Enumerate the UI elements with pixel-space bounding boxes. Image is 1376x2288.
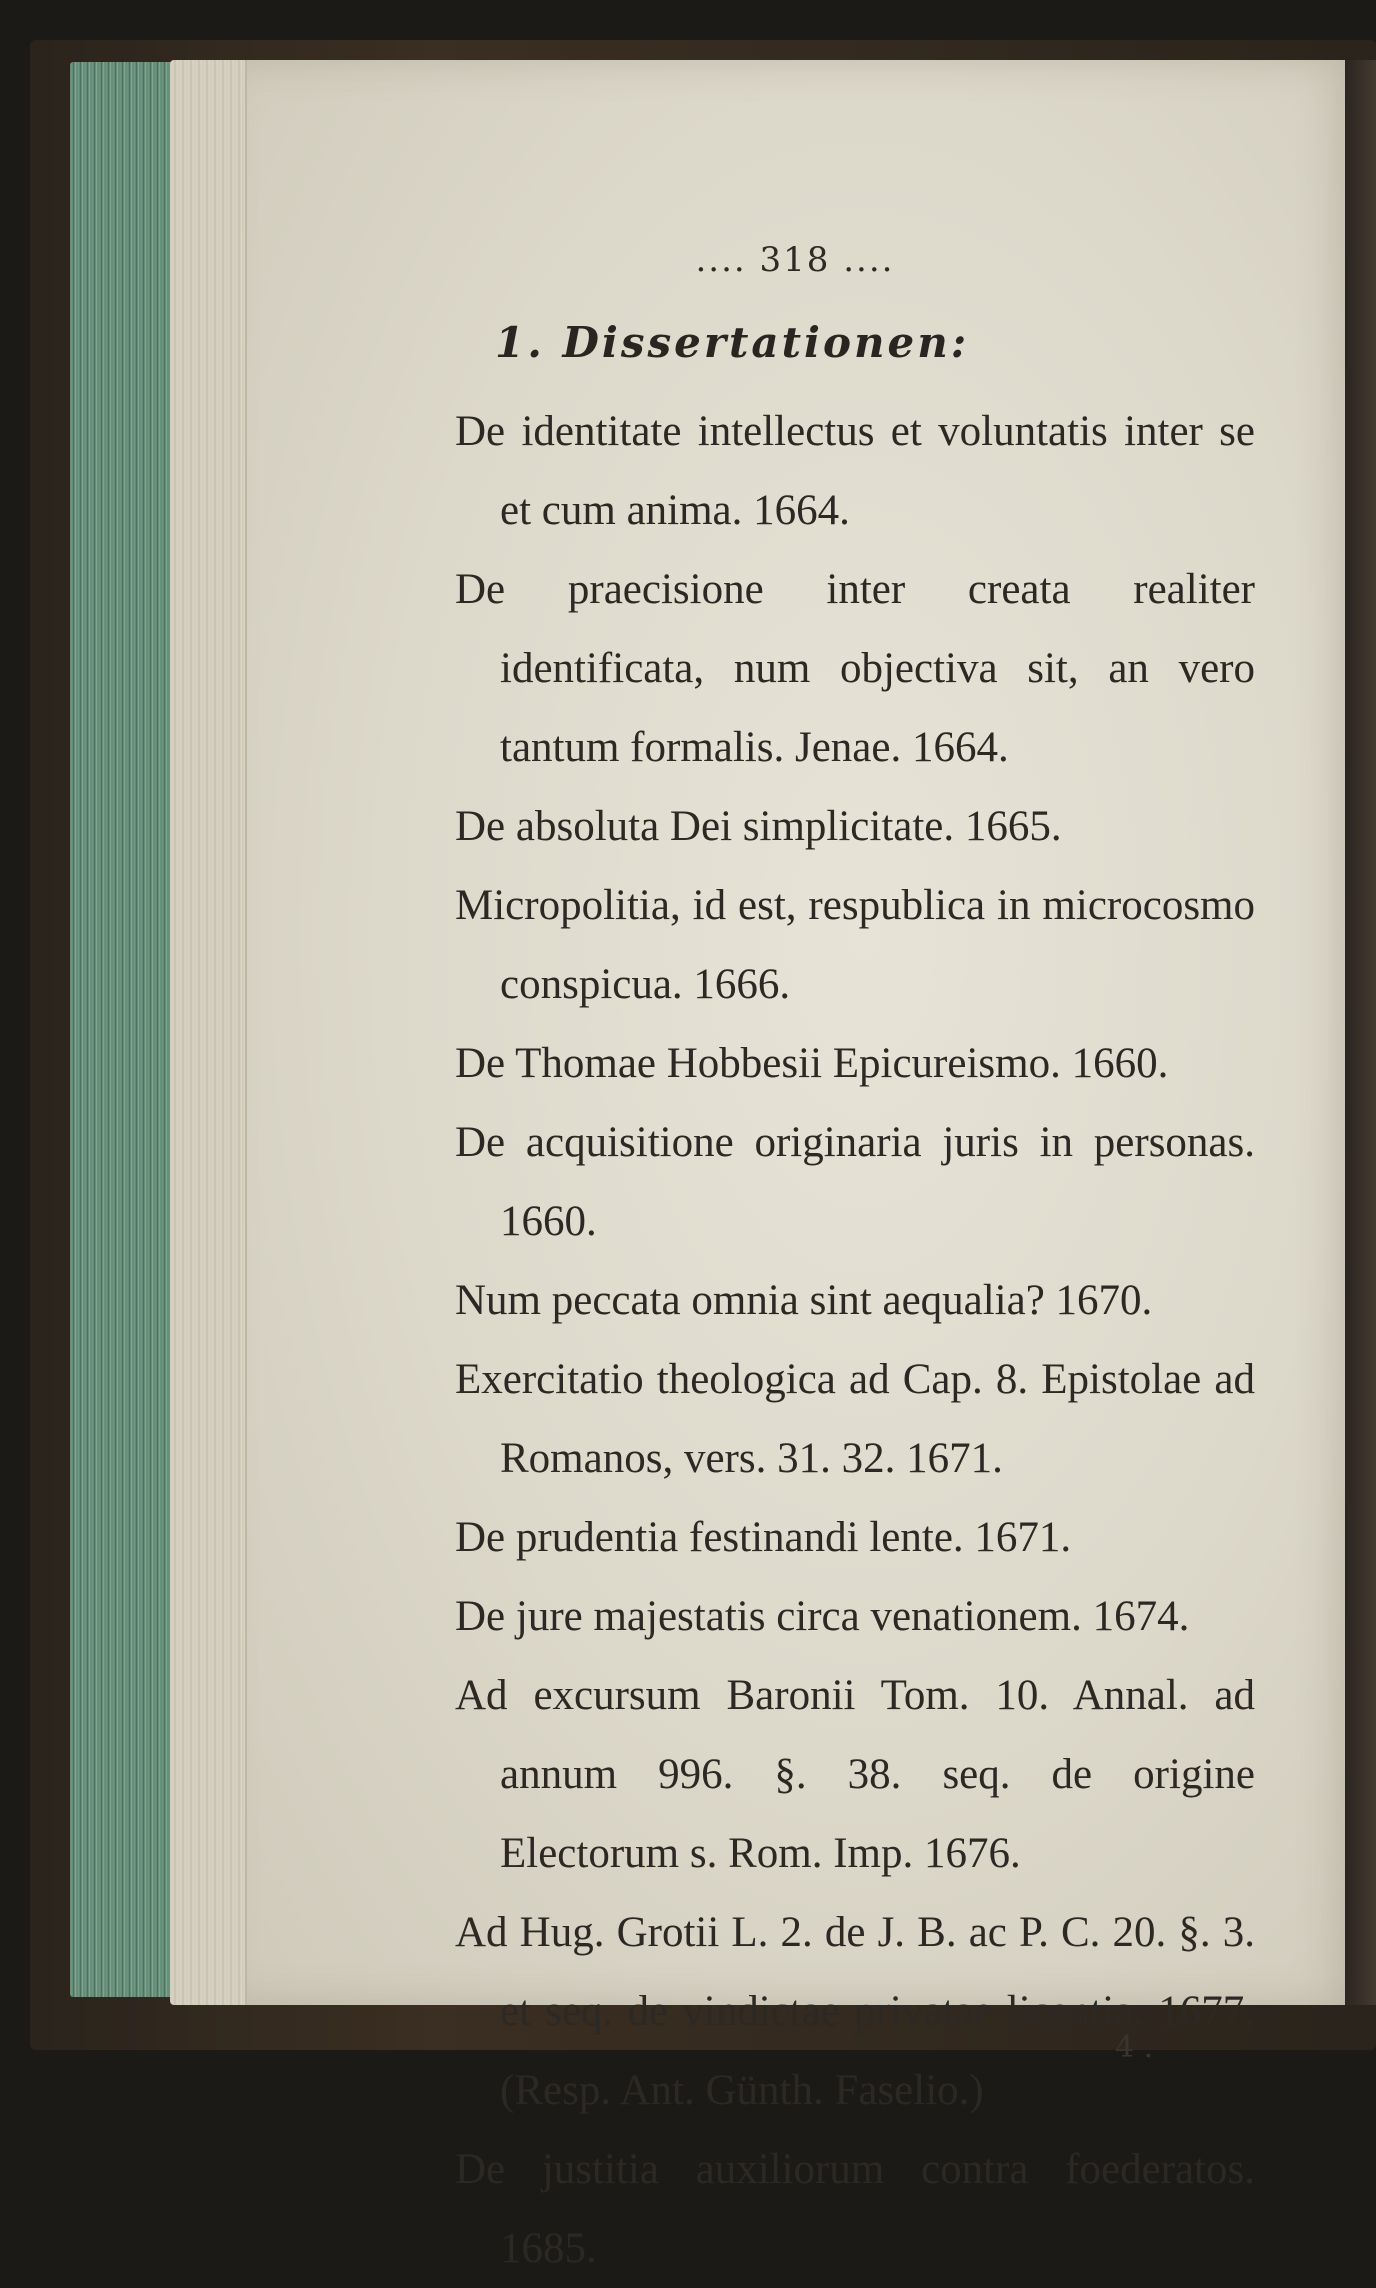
list-item: De jure majestatis circa venationem. 1674. [455,1593,1190,1640]
list-item: De justitia auxiliorum contra foederatos. 1685. [455,2146,1255,2272]
list-item: De acquisitione originaria juris in personas. 1660. [455,1119,1255,1245]
section-heading: 1. Dissertationen: [495,318,970,367]
cover-edge-right [1345,60,1376,2005]
list-item: Exercitatio theologica ad Cap. 8. Epistolae ad Romanos, vers. 31. 32. 1671. [455,1356,1255,1482]
list-item: Num peccata omnia sint aequalia? 1670. [455,1277,1153,1324]
list-item: De prudentia festinandi lente. 1671. [455,1514,1072,1561]
list-item: De absoluta Dei simplicitate. 1665. [455,803,1062,850]
list-item: De Thomae Hobbesii Epicureismo. 1660. [455,1040,1169,1087]
list-item: De identitate intellectus et voluntatis inter se et cum anima. 1664. [455,408,1255,534]
list-item: Ad Hug. Grotii L. 2. de J. B. ac P. C. 20. §. 3. et seq. de vindictae privatae licentia. 1677. (Resp. Ant. Günth. Faselio.) [455,1909,1255,2114]
list-item: De praecisione inter creata realiter identificata, num objectiva sit, an vero tantum formalis. Jenae. 1664. [455,566,1255,771]
dissertation-list [455,392,1255,2288]
page-number: .... 318 .... [695,240,895,280]
list-item: Ad excursum Baronii Tom. 10. Annal. ad annum 996. §. 38. seq. de origine Electorum s. Rom. Imp. 1676. [455,1672,1255,1877]
signature-mark: 4 . [1115,2030,1154,2065]
list-item: Micropolitia, id est, respublica in microcosmo conspicua. 1666. [455,882,1255,1008]
